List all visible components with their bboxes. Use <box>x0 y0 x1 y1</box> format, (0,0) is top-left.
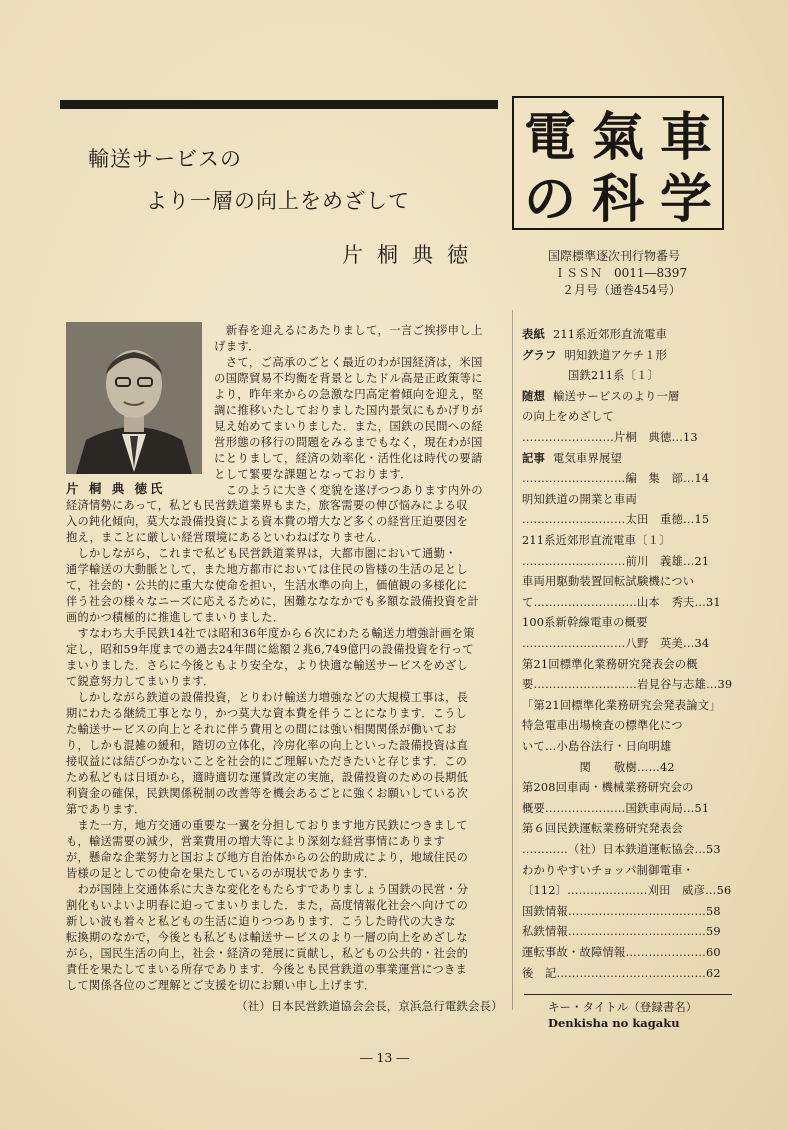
toc-entry-text: 〔112〕…………………刈田 威彦…56 <box>522 884 732 898</box>
body-line: 皆様の足としての使命を果たしているのが現状であります． <box>66 867 376 880</box>
toc-entry-text: 概要…………………国鉄車両局…51 <box>522 801 710 815</box>
body-line: の国際貿易不均衡を背景としたドル高是正政策等に <box>214 371 483 385</box>
toc-entry <box>522 553 709 569</box>
body-line: 新春を迎えるにあたりまして，一言ご挨拶申し上 <box>214 323 483 337</box>
masthead-char: 学 <box>659 168 712 230</box>
article-title-line1: 輸送サービスの <box>88 147 242 171</box>
body-line: また一方，地方交通の重要な一翼を分担しております地方民鉄につきまして <box>66 819 468 832</box>
toc-entry <box>522 635 709 651</box>
body-line: 画的かつ積極的に推進してまいりました． <box>66 611 285 624</box>
body-line: として緊要な課題となっております． <box>214 467 412 481</box>
issue-number: ２月号（通巻454号） <box>562 283 681 297</box>
body-line: さて，ご高承のごとく最近のわが国経済は，米国 <box>214 355 483 369</box>
photo-caption: 片 桐 典 徳氏 <box>66 481 166 496</box>
body-line: て，社会的・公共的に重大な使命を担い，生活水準の向上，価値観の多様化に <box>66 579 468 592</box>
body-line: も，輸送需要の減少，営業費用の増大等により深刻な経営事情にあります <box>66 835 446 848</box>
masthead-char: 車 <box>659 106 712 168</box>
toc-entry-text: 要………………………岩見谷与志雄…39 <box>522 678 733 692</box>
body-line: 調に推移いたしておりました国内景気にもかげりが <box>214 403 483 417</box>
toc-entry-text: 第208回車両・機械業務研究会の <box>522 781 694 795</box>
portrait-illustration <box>66 322 202 474</box>
toc-entry-text: 明知鉄道の開業と車両 <box>522 492 637 506</box>
toc-entry <box>522 532 671 548</box>
body-line: げます． <box>214 339 260 353</box>
body-line: して関係各位のご理解とご支援を切にお願い申し上げます． <box>66 979 376 992</box>
toc-entry <box>522 697 721 713</box>
key-title-roman: Denkisha no kagaku <box>548 1016 680 1030</box>
article-title-line2: より一層の向上をめざして <box>146 189 410 213</box>
body-line: 期にわたる継続工事となり，かつ莫大な資本費を伴うことになります．こうし <box>66 707 468 720</box>
toc-entry-text: の向上をめざして <box>522 410 614 424</box>
author-affiliation: （社）日本民営鉄道協会会長，京浜急行電鉄会長） <box>236 999 503 1013</box>
toc-entry <box>522 573 694 589</box>
toc-entry-text: 明知鉄道アケチ１形 <box>564 348 668 362</box>
toc-entry-text: て………………………山本 秀夫…31 <box>522 595 721 609</box>
issn-label: 国際標準逐次刊行物番号 <box>548 249 681 263</box>
body-line: まいりました．さらに今後ともより安全な，より快適な輸送サービスをめざし <box>66 659 469 672</box>
body-line: 責任を果たしてまいる所存であります．今後とも民営鉄道の事業運営につきま <box>66 963 467 976</box>
toc-entry-text: 第21回標準化業務研究発表会の概 <box>522 657 698 671</box>
toc-entry <box>522 882 731 898</box>
toc-entry <box>522 779 694 795</box>
body-line: わが国陸上交通体系に大きな変化をもたらすでありましょう国鉄の民営・分 <box>66 883 469 896</box>
key-title-label: キー・タイトル（登録書名） <box>548 1000 698 1014</box>
toc-entry <box>522 429 698 445</box>
body-line: 入の鈍化傾向，莫大な設備投資による資本費の増大など多くの経営圧迫要因を <box>66 515 469 528</box>
issn-number: ＩＳＳＮ 0011―8397 <box>554 266 688 280</box>
toc-entry-label: 記事 <box>522 450 545 465</box>
toc-entry <box>522 903 721 919</box>
toc-entry-text: 私鉄情報………………………………59 <box>522 925 721 939</box>
toc-entry <box>522 759 675 775</box>
toc-entry-text: 運転事故・故障情報…………………60 <box>522 946 721 959</box>
body-line: がら，国民生活の向上，社会・経済の発展に貢献し，私どもの公共的・社会的 <box>66 947 469 960</box>
body-line: 転換期のなかで，今後とも私どもは輸送サービスのより一層の向上をめざしな <box>66 931 468 944</box>
toc-entry-text: 第６回民鉄運転業務研究発表会 <box>522 822 683 836</box>
body-line: 利資金の確保，民鉄関係税制の改善等を機会あるごとに強くお願いしている次 <box>66 787 469 800</box>
body-line: 経済情勢にあって，私ども民営鉄道業界もまた，旅客需要の伸び悩みによる収 <box>66 499 468 512</box>
toc-entry <box>522 594 721 610</box>
toc-entry-text: いて…小島谷法行・日向明雄 <box>522 740 672 753</box>
page-number: ― 13 ― <box>360 1050 409 1065</box>
body-line: 見え始めてまいりました．また，国鉄の民間への経 <box>214 419 483 433</box>
body-line: より，昨年来からの急激な円高定着傾向を迎え，堅 <box>214 387 484 401</box>
toc-entry-text: ………………………八野 英美…34 <box>522 637 710 650</box>
toc-entry <box>522 800 709 816</box>
toc-entry <box>522 656 698 672</box>
toc-entry <box>522 676 732 692</box>
toc-entry <box>522 326 667 342</box>
toc-entry-text: 車両用駆動装置回転試験機につい <box>522 575 695 589</box>
masthead-char: 電 <box>523 106 576 168</box>
toc-entry <box>522 820 683 836</box>
toc-entry <box>522 408 614 424</box>
body-line: 第であります． <box>66 803 146 816</box>
toc-entry <box>522 738 671 754</box>
body-line: 接収益には結びつかないことを社会的にご理解いただきたいと存じます．この <box>66 755 468 768</box>
toc-entry-text: わかりやすいチョッパ制御電車・ <box>522 863 695 877</box>
body-line: しかしながら鉄道の設備投資，とりわけ輸送力増強などの大規模工事は，長 <box>66 691 469 704</box>
toc-entry-text: 特急電車出場検査の標準化につ <box>522 719 683 733</box>
toc-entry <box>522 491 637 507</box>
article-author: 片桐典徳 <box>342 243 482 267</box>
toc-entry-text: …………（社）日本鉄道運転協会…53 <box>522 843 721 856</box>
toc-entry <box>522 511 709 527</box>
toc-entry-text: ………………………前川 義雄…21 <box>522 554 710 568</box>
toc-entry-text: 関 敬樹……42 <box>522 760 675 774</box>
toc-entry-text: ……………………片桐 典徳…13 <box>522 431 698 444</box>
toc-entry-label: 表紙 <box>522 327 545 341</box>
toc-entry-text: 211系近郊形直流電車〔１〕 <box>522 534 671 547</box>
toc-entry <box>522 367 659 383</box>
body-line: 伴う社会の様々なニーズに応えるために，困難なななかでも多額な設備投資を計 <box>66 595 479 608</box>
body-line: た輸送サービスの向上とそれに伴う費用との間には強い相関関係が働いてお <box>66 723 457 736</box>
author-portrait <box>66 322 202 474</box>
body-line: にとりまして，経済の効率化・活性化は時代の要請 <box>214 451 483 465</box>
toc-entry-text: 100系新幹線電車の概要 <box>522 616 648 630</box>
toc-entry <box>522 862 694 878</box>
header-rule <box>60 100 498 109</box>
toc-entry <box>522 717 683 733</box>
toc-entry-text: 電気車界展望 <box>553 451 622 465</box>
body-line: このように大きく変貌を遂げつつあります内外の <box>214 483 483 497</box>
toc-entry <box>522 388 679 404</box>
toc-entry-text: 後 記…………………………………62 <box>522 966 721 980</box>
toc-entry-text: 国鉄211系〔１〕 <box>522 369 660 383</box>
toc-entry <box>522 944 721 960</box>
body-line: て鋭意努力してまいります． <box>66 675 215 688</box>
toc-entry-label: グラフ <box>522 347 557 362</box>
toc-entry <box>522 923 721 939</box>
body-line: 割化もいよいよ明春に迫ってまいりました．また，高度情報化社会へ向けての <box>66 899 469 912</box>
toc-entry <box>522 965 721 981</box>
toc-entry-label: 随想 <box>522 388 545 403</box>
masthead-char: の <box>523 168 576 230</box>
masthead-char: 氣 <box>591 106 644 168</box>
magazine-masthead <box>512 96 724 230</box>
body-line: 新しい波も着々と私どもの生活に迫りつつあります．こうした時代の大きな <box>66 915 456 928</box>
body-line: 抱え，まことに厳しい経営環境にあるといわねばなりません． <box>66 531 389 544</box>
toc-entry-text: ………………………太田 重徳…15 <box>522 513 710 527</box>
toc-entry-text: 輸送サービスのより一層 <box>553 389 680 403</box>
body-line: り，しかも混雑の緩和，踏切の立体化，冷房化率の向上といった設備投資は直 <box>66 739 469 752</box>
toc-entry <box>522 470 709 486</box>
body-line: が，懸命な企業努力と国および地方自治体からの公的助成により，地域住民の <box>66 851 469 864</box>
masthead-char: 科 <box>591 168 644 230</box>
toc-entry-text: 「第21回標準化業務研究会発表論文」 <box>522 698 721 712</box>
body-line: すなわち大手民鉄14社では昭和36年度から６次にわたる輸送力増強計画を策 <box>66 627 475 640</box>
body-line: 通学輸送の大動脈として，また地方都市においては住民の皆様の生活の足とし <box>66 563 468 576</box>
body-line: しかしながら，これまで私ども民営鉄道業界は，大都市圏において通勤・ <box>66 547 457 560</box>
toc-entry-text: ………………………編 集 部…14 <box>522 472 710 486</box>
body-line: 営形態の移行の問題をみるまでもなく，現在わが国 <box>214 435 483 449</box>
body-line: ため私どもは日頃から，適時適切な運賃改定の実施，設備投資のための長期低 <box>66 771 469 784</box>
toc-entry <box>522 614 648 630</box>
toc-entry <box>522 347 667 363</box>
toc-entry-text: 国鉄情報………………………………58 <box>522 904 721 918</box>
body-line: 定し，昭和59年度までの過去24年間に総額２兆6,749億円の設備投資を行って <box>66 643 474 656</box>
toc-entry <box>522 450 622 466</box>
toc-entry <box>522 841 721 857</box>
toc-entry-text: 211系近郊形直流電車 <box>553 328 668 341</box>
column-divider <box>512 310 513 1010</box>
key-title-rule <box>524 994 732 995</box>
